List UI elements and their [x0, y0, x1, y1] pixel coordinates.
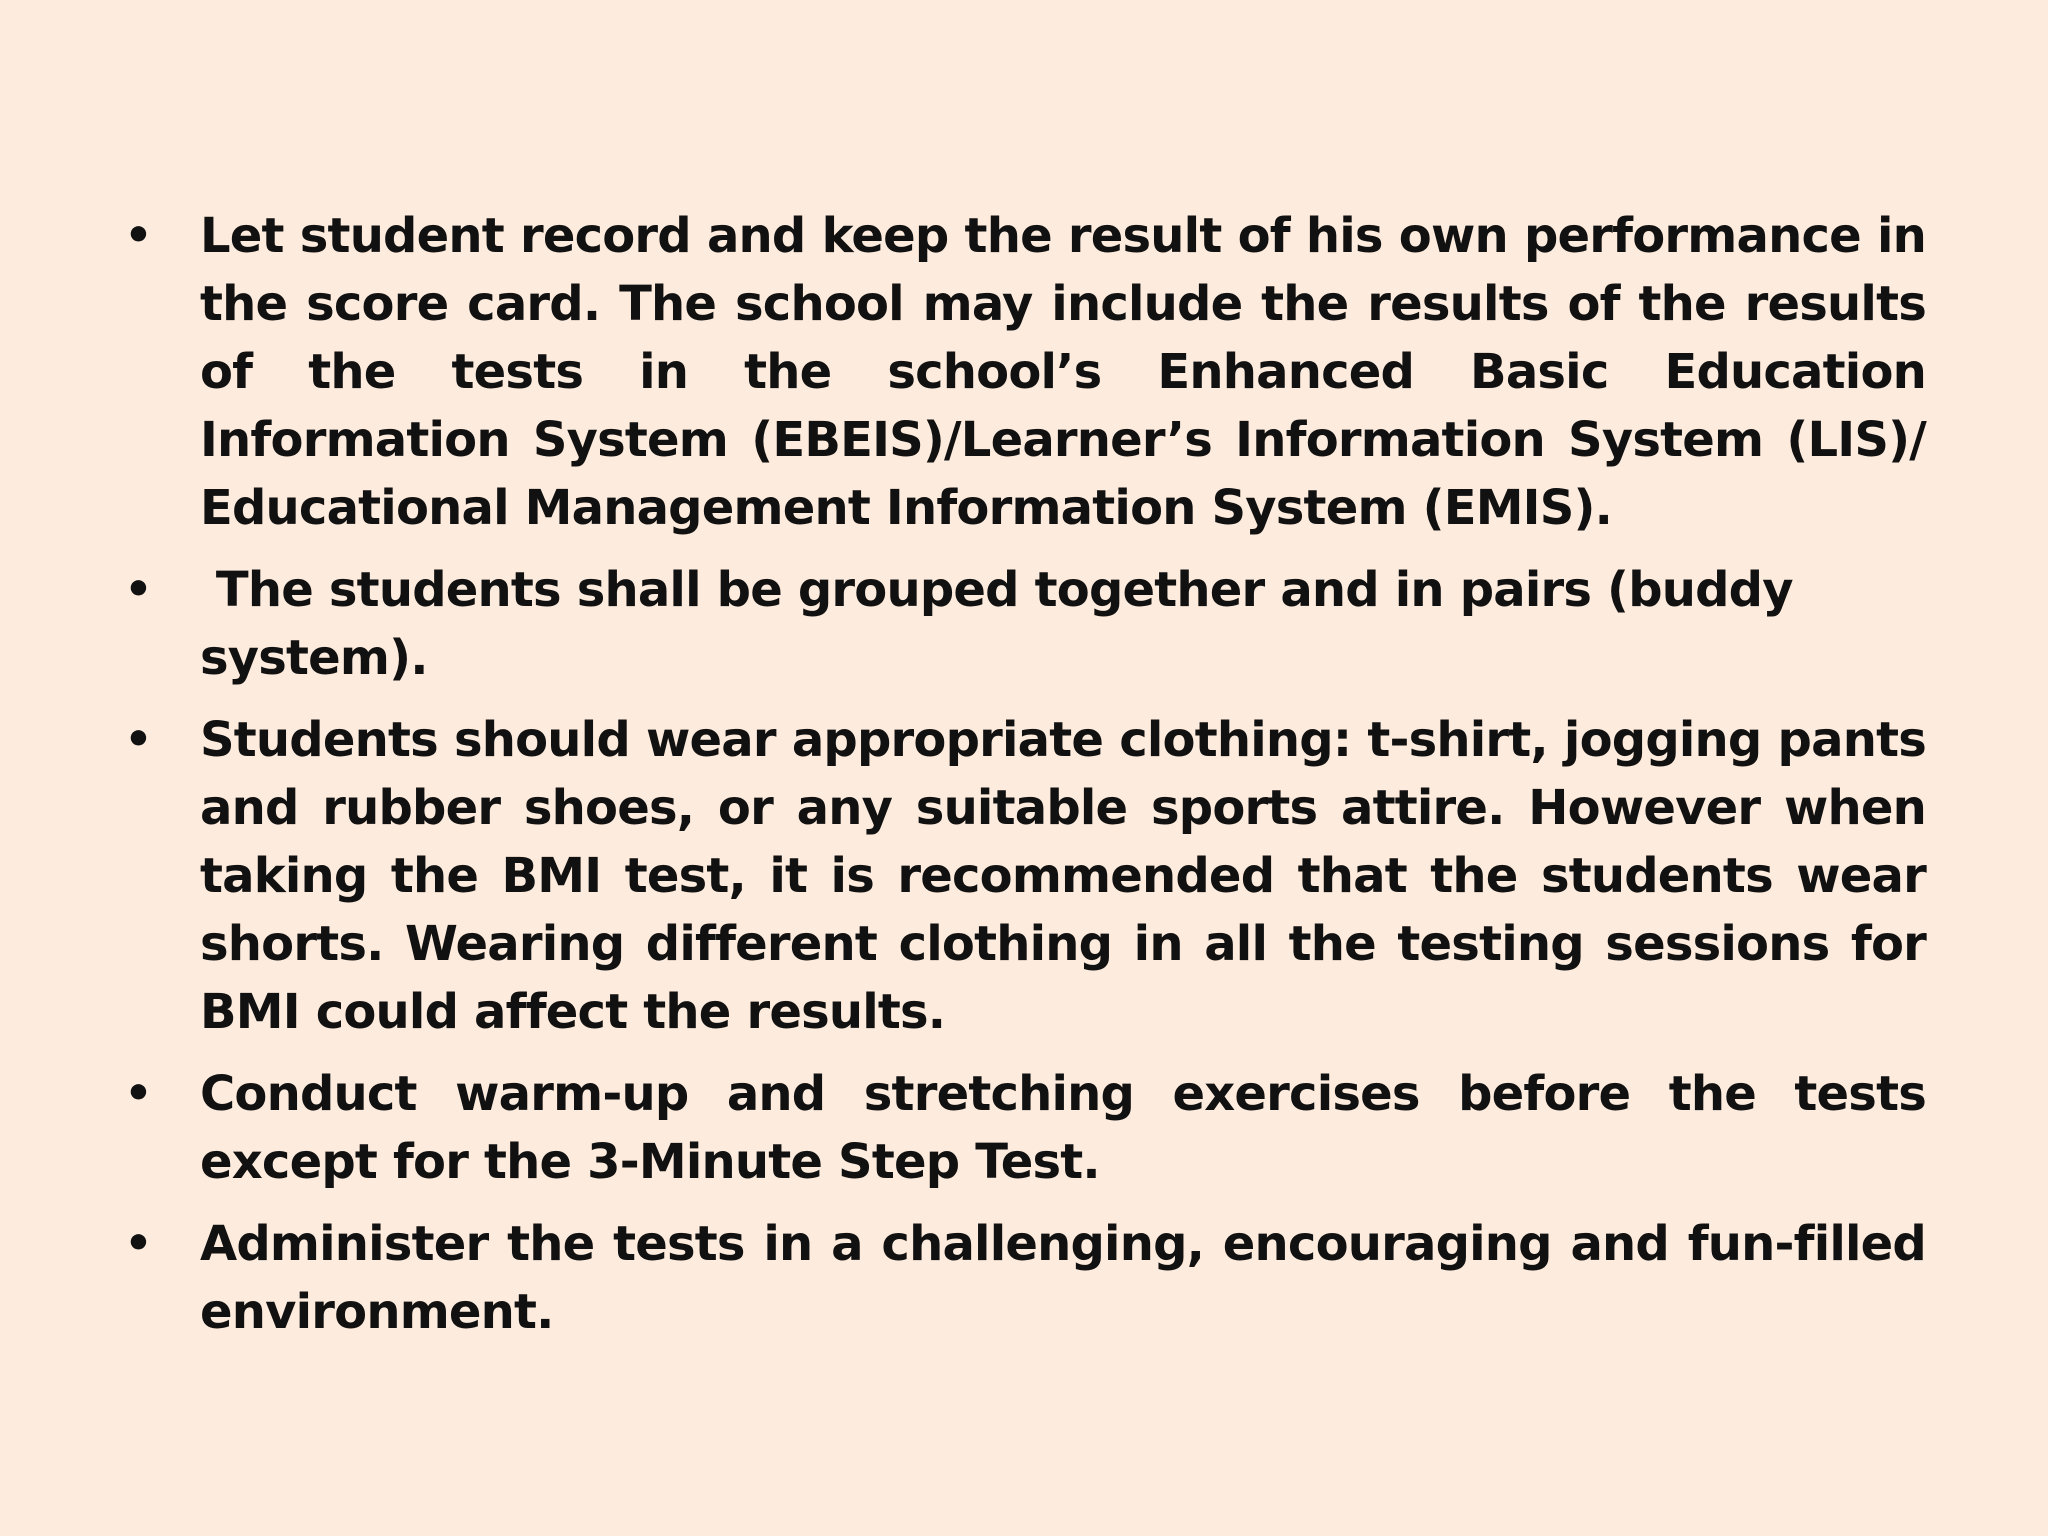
bullet-item-buddy-system [118, 556, 1926, 692]
bullet-text: Students should wear appropriate clothing: t-shirt, jogging pants and rubber shoes, or any suitable sports attire. However when taking the BMI test, it is recommended that the students wear shorts. Wearing different clothing in all the testing sessions for BMI could affect the results. [200, 712, 1926, 1040]
bullet-dot-icon: • [124, 1218, 152, 1269]
bullet-item-clothing [118, 706, 1926, 1046]
bullet-dot-icon: • [124, 210, 152, 261]
bullet-item-warm-up [118, 1060, 1926, 1196]
bullet-list [118, 202, 1926, 1346]
bullet-text: Conduct warm-up and stretching exercises before the tests except for the 3-Minute Step Test. [200, 1066, 1926, 1190]
bullet-item-score-card [118, 202, 1926, 542]
bullet-item-environment [118, 1210, 1926, 1346]
bullet-dot-icon: • [124, 1068, 152, 1119]
bullet-text: Let student record and keep the result of his own performance in the score card. The school may include the results of the results of the tests in the school’s Enhanced Basic Education Information System (EBEIS)/Learner’s Information System (LIS)/ Educational Management Information System (EMIS). [200, 208, 1926, 536]
bullet-text: Administer the tests in a challenging, encouraging and fun-filled environment. [200, 1216, 1926, 1340]
bullet-dot-icon: • [124, 714, 152, 765]
bullet-dot-icon: • [124, 564, 152, 615]
bullet-text: The students shall be grouped together and in pairs (buddy system). [200, 562, 1809, 686]
